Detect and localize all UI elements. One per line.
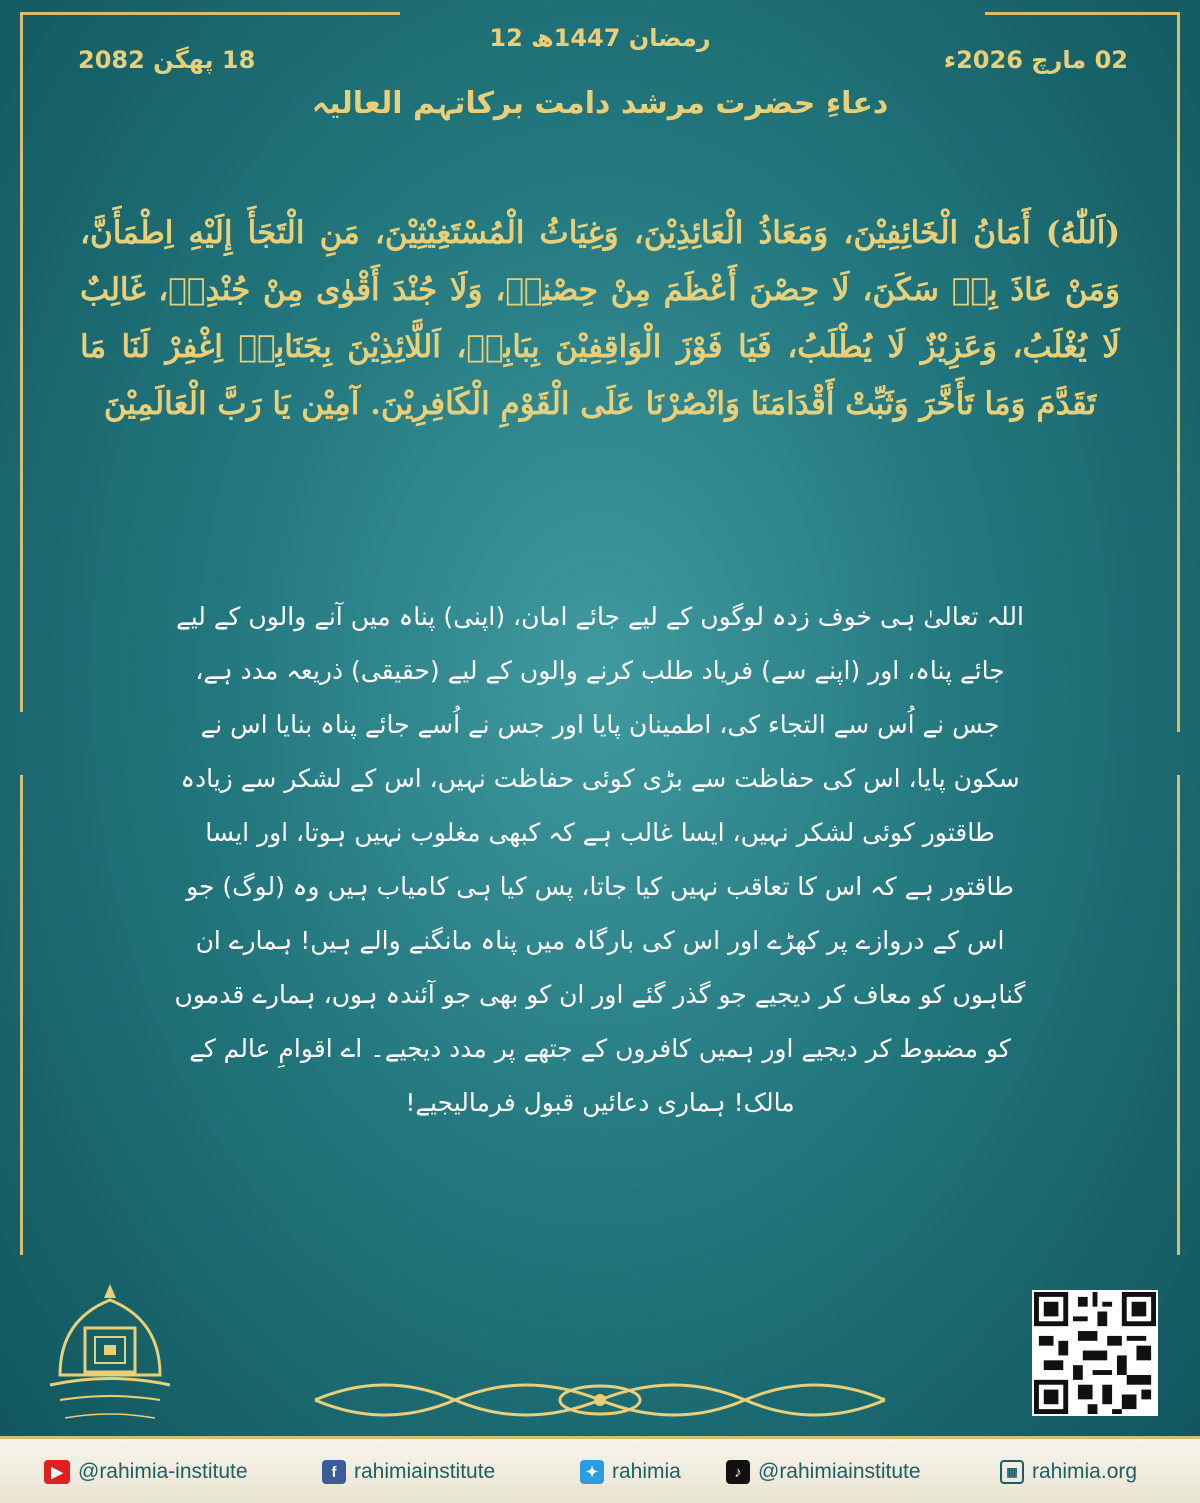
frame-left-lower xyxy=(20,775,23,1255)
rahimia-logo-icon xyxy=(40,1280,180,1440)
frame-top-right xyxy=(985,12,1180,15)
website-icon: ▦ xyxy=(1000,1460,1024,1484)
twitter-icon: ✦ xyxy=(580,1460,604,1484)
dua-arabic-text: (اَللّٰهُ) أَمَانُ الْخَائِفِيْنَ، وَمَعَاذُ الْعَائِذِيْنَ، وَغِيَاثُ الْمُسْتَغِيْثِيْنَ، مَنِ الْتَجَأَ إِلَيْهِ اِطْمَأَنَّ، وَمَنْ عَاذَ بِهٖ سَكَنَ، لَا حِصْنَ أَعْظَمَ مِنْ حِصْنِهٖ، وَلَا جُنْدَ أَقْوٰى مِنْ جُنْدِهٖ، غَالِبٌ لَا يُغْلَبُ، وَعَزِيْزٌ لَا يُطْلَبُ، فَيَا فَوْزَ الْوَاقِفِيْنَ بِبَابِهٖ، اَللَّائِذِيْنَ بِجَنَابِهٖ اِغْفِرْ لَنَا مَا تَقَدَّمَ وَمَا تَأَخَّرَ وَثَبِّتْ أَقْدَامَنَا وَانْصُرْنَا عَلَى الْقَوْمِ الْكَافِرِيْنَ. آمِيْن يَا رَبَّ الْعَالَمِيْنَ xyxy=(80,215,1120,422)
youtube-icon: ▶ xyxy=(44,1460,70,1484)
date-hijri: 12 رمضان 1447ھ xyxy=(489,24,711,52)
frame-right-lower xyxy=(1177,775,1180,1255)
website-url: rahimia.org xyxy=(1032,1460,1138,1483)
facebook-icon: f xyxy=(322,1460,346,1484)
website-link[interactable] xyxy=(1000,1457,1137,1487)
facebook-handle: rahimiainstitute xyxy=(354,1460,496,1483)
qr-code-icon[interactable] xyxy=(1032,1290,1158,1416)
tiktok-link[interactable] xyxy=(726,1457,921,1487)
youtube-handle: @rahimia-institute xyxy=(78,1460,248,1483)
dua-urdu-translation: اللہ تعالیٰ ہی خوف زدہ لوگوں کے لیے جائے امان، (اپنی) پناہ میں آنے والوں کے لیے جائے پناہ، اور (اپنے سے) فریاد طلب کرنے والوں کے لیے (حقیقی) ذریعہ مدد ہے، جس نے اُس سے التجاء کی، اطمینان پایا اور جس نے اُسے جائے پناہ بنایا اس نے سکون پایا، اس کی حفاظت سے بڑی کوئی حفاظت نہیں، اس کے لشکر سے زیادہ طاقتور کوئی لشکر نہیں، ایسا غالب ہے کہ کبھی مغلوب نہیں ہوتا، اور ایسا طاقتور ہے کہ اس کا تعاقب نہیں کیا جاتا، پس کیا ہی کامیاب ہیں وہ (لوگ) جو اس کے دروازے پر کھڑے اور اس کی بارگاہ میں پناہ مانگنے والے ہیں! ہمارے ان گناہوں کو معاف کر دیجیے جو گذر گئے اور ان کو بھی جو آئندہ ہوں، ہمارے قدموں کو مضبوط کر دیجیے اور ہمیں کافروں کے جتھے پر مدد دیجیے۔ اے اقوامِ عالم کے مالک! ہماری دعائیں قبول فرمالیجیے! xyxy=(174,602,1026,1117)
date-gregorian: 02 مارچ 2026ء xyxy=(943,46,1128,74)
footer-social-bar xyxy=(0,1436,1200,1503)
date-bikrami: 18 پھگن 2082 xyxy=(78,46,256,74)
tiktok-handle: @rahimiainstitute xyxy=(758,1460,921,1483)
twitter-link[interactable] xyxy=(580,1457,681,1487)
facebook-link[interactable] xyxy=(322,1457,495,1487)
gold-ornament-icon xyxy=(305,1370,895,1430)
youtube-link[interactable] xyxy=(44,1457,248,1487)
page-title: دعاءِ حضرت مرشد دامت برکاتہم العالیہ xyxy=(311,86,889,121)
frame-top-left xyxy=(20,12,400,15)
twitter-handle: rahimia xyxy=(612,1460,681,1483)
tiktok-icon: ♪ xyxy=(726,1460,750,1484)
